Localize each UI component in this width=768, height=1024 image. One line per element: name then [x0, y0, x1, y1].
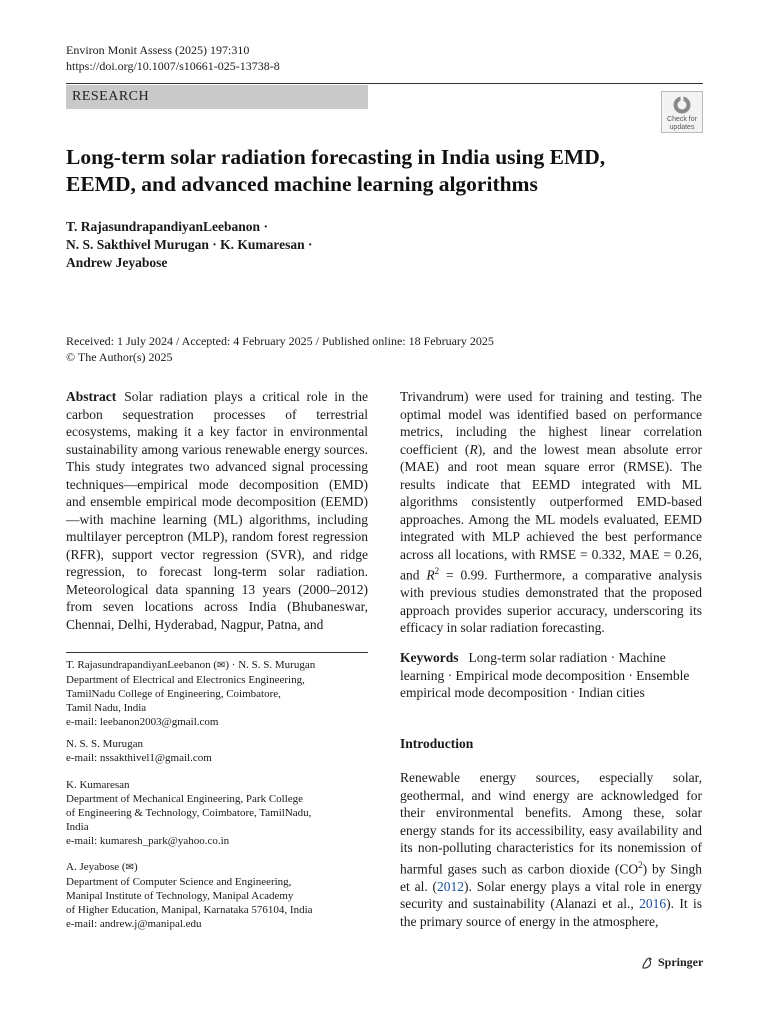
- citation-alanazi-link[interactable]: 2016: [639, 896, 667, 911]
- check-for-updates-line2: updates: [669, 124, 695, 131]
- introduction-heading: Introduction: [400, 736, 474, 751]
- journal-reference: Environ Monit Assess (2025) 197:310: [66, 43, 250, 57]
- r-symbol: R: [469, 441, 478, 457]
- affiliation-4-name: [66, 860, 368, 875]
- citation-singh-link[interactable]: 2012: [437, 878, 465, 894]
- intro-text-d: ). It is the primary source of energy in the atmosphere,: [400, 896, 702, 929]
- springer-horse-icon: [640, 956, 654, 970]
- intro-text-a: Renewable energy sources, especially solar, geothermal, and wind energy are acknowledged for their environmental benefits. Among these, solar energy stands for its accessibility, easy availability and its non-polluting characteristics for its nonemission of harmful gases such as carbon dioxide (CO: [400, 770, 702, 876]
- r2-superscript: 2: [434, 566, 440, 576]
- envelope-icon[interactable]: ✉: [125, 862, 134, 873]
- affiliation-3-inst: of Engineering & Technology, Coimbatore, TamilNadu,: [66, 807, 312, 819]
- abstract-left-column: [66, 388, 368, 633]
- affiliation-4-email[interactable]: e-mail: andrew.j@manipal.edu: [66, 918, 202, 930]
- affiliation-1-inst: TamilNadu College of Engineering, Coimbatore,: [66, 688, 281, 700]
- check-for-updates-icon: [672, 95, 692, 115]
- affiliation-1-email[interactable]: e-mail: leebanon2003@gmail.com: [66, 716, 219, 728]
- intro-text-c: ). Solar energy plays a vital role in energy security and sustainability (Alanazi et al.,: [400, 878, 703, 911]
- author-line-1[interactable]: T. RajasundrapandiyanLeebanon ·: [66, 219, 268, 234]
- publisher-logo: [640, 955, 703, 970]
- keywords-label: Keywords: [400, 650, 459, 665]
- affiliation-4-name-pre: A. Jeyabose (: [66, 861, 126, 873]
- doi-link[interactable]: https://doi.org/10.1007/s10661-025-13738-8: [66, 59, 280, 73]
- section-label: RESEARCH: [66, 85, 368, 109]
- abstract-text-right-c: = 0.99. Furthermore, a comparative analysis with previous studies demonstrated that the proposed approach provides superior accuracy, underscoring its efficacy in solar radiation forecasting.: [400, 567, 703, 635]
- envelope-icon[interactable]: ✉: [217, 660, 226, 671]
- author-list: [66, 218, 626, 272]
- abstract-text-right-b: ), and the lowest mean absolute error (MAE) and root mean square error (RMSE). The results indicate that EEMD integrated with ML algorithms consistently outperformed EMD-based approaches. Among the ML models evaluated, EEMD integrated with MLP achieved the best performance across all locations, with RMSE = 0.332, MAE = 0.26, and: [400, 441, 703, 583]
- keywords-text: Long-term solar radiation · Machine learning · Empirical mode decomposition · Ensemble empirical mode decomposition · Indian cities: [400, 650, 690, 700]
- affiliation-3-email[interactable]: e-mail: kumaresh_park@yahoo.co.in: [66, 835, 230, 847]
- history-dates: Received: 1 July 2024 / Accepted: 4 February 2025 / Published online: 18 February 2025: [66, 334, 494, 348]
- author-line-2[interactable]: N. S. Sakthivel Murugan · K. Kumaresan ·: [66, 237, 313, 252]
- co2-superscript: 2: [638, 859, 643, 870]
- affiliation-3: [66, 778, 368, 848]
- affiliation-2-name: N. S. S. Murugan: [66, 738, 144, 750]
- copyright-notice: © The Author(s) 2025: [66, 349, 173, 364]
- publication-dates: [66, 334, 494, 365]
- abstract-right-column: [400, 388, 702, 637]
- affiliation-1-name-pre: T. RajasundrapandiyanLeebanon (: [66, 659, 217, 671]
- affiliation-4-name-post: ): [133, 861, 138, 873]
- abstract-text-left: Solar radiation plays a critical role in the carbon sequestration processes of terrestrial ecosystems, making it a key factor in environmental sustainability among various renewable energy sources. This study integrates two advanced signal processing techniques—empirical mode decomposition (EMD) and ensemble empirical mode decomposition (EEMD)—with machine learning (ML) algorithms, including multilayer perceptron (MLP), random forest regression (RFR), support vector regression (SVR), and ridge regression, to forecast long-term solar radiation. Meteorological data spanning 13 years (2000–2012) from seven locations across India (Bhubaneswar, Chennai, Delhi, Hyderabad, Nagpur, Patna, and: [66, 389, 368, 632]
- affiliation-3-dept: Department of Mechanical Engineering, Park College: [66, 793, 304, 805]
- r2-symbol: R: [426, 567, 435, 583]
- check-for-updates-line1: Check for: [667, 116, 697, 123]
- affiliation-1-name: [66, 658, 368, 673]
- affiliation-1-loc: Tamil Nadu, India: [66, 702, 147, 714]
- keywords-block: [400, 649, 702, 702]
- affiliation-1-dept: Department of Electrical and Electronics Engineering,: [66, 674, 305, 686]
- affiliation-3-name: K. Kumaresan: [66, 779, 130, 791]
- publisher-name: Springer: [658, 955, 704, 969]
- abstract-label: Abstract: [66, 389, 117, 404]
- affiliation-4-loc: of Higher Education, Manipal, Karnataka 576104, India: [66, 904, 313, 916]
- affiliation-2-email[interactable]: e-mail: nssakthivel1@gmail.com: [66, 752, 212, 764]
- author-line-3[interactable]: Andrew Jeyabose: [66, 255, 168, 270]
- affiliation-2: [66, 737, 368, 765]
- abstract-text-right-a: Trivandrum) were used for training and testing. The optimal model was identified based on performance metrics, including the highest linear correlation coefficient (: [400, 389, 702, 457]
- affiliation-4-inst: Manipal Institute of Technology, Manipal Academy: [66, 890, 294, 902]
- check-for-updates-badge[interactable]: [661, 91, 703, 133]
- affiliation-3-loc: India: [66, 821, 89, 833]
- affiliation-4: [66, 860, 368, 931]
- affiliation-1-name-post: ) · N. S. S. Murugan: [225, 659, 316, 671]
- intro-text-b: ) by Singh et al. (: [400, 861, 702, 894]
- article-title: Long-term solar radiation forecasting in India using EMD, EEMD, and advanced machine learning algorithms: [66, 145, 606, 196]
- affiliation-1: [66, 658, 368, 729]
- introduction-body: [400, 769, 702, 930]
- affiliation-4-dept: Department of Computer Science and Engineering,: [66, 876, 292, 888]
- header-rule: [66, 83, 703, 84]
- affiliations-rule: [66, 652, 368, 653]
